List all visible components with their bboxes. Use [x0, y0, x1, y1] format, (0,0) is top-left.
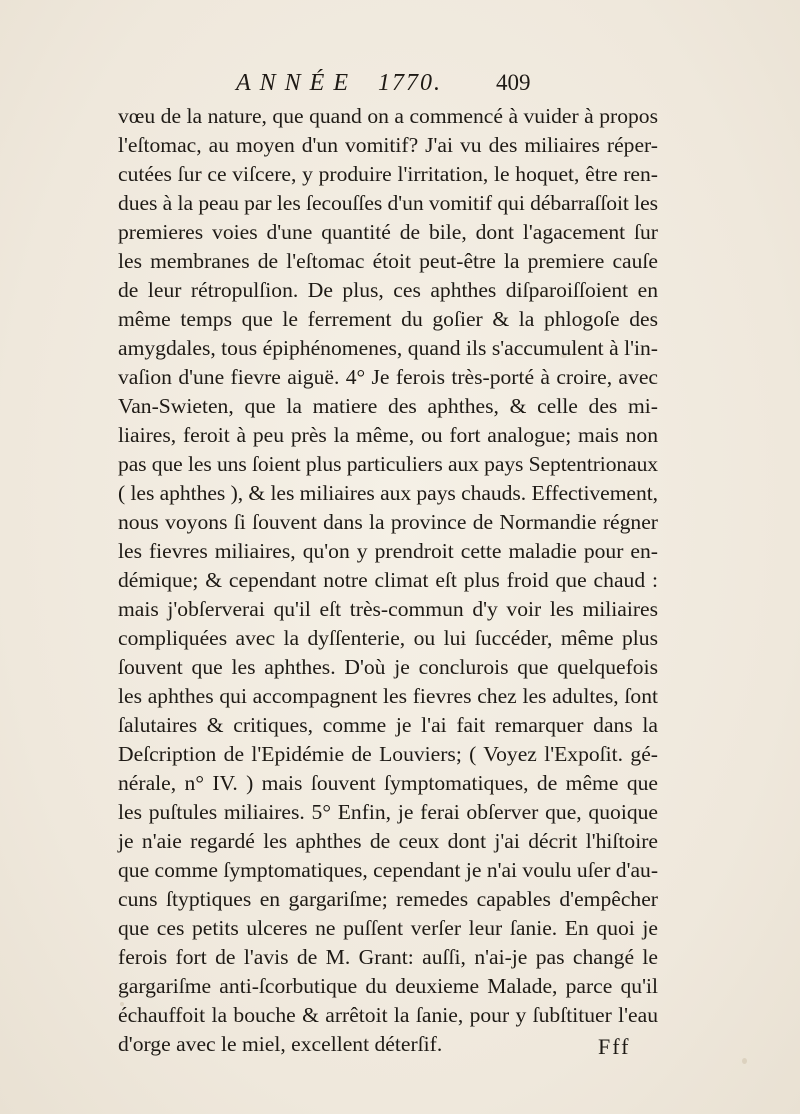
text-line: de leur rétropulſion. De plus, ces aphthes diſparoiſſoient en: [118, 278, 658, 302]
text-line: nous voyons ſi ſouvent dans la province de Normandie régner: [118, 510, 658, 534]
text-line: dues à la peau par les ſecouſſes d'un vomitif qui débarraſſoit les: [118, 191, 658, 215]
text-line: échauffoit la bouche & arrêtoit la ſanie, pour y ſubſtituer l'eau: [118, 1003, 658, 1027]
text-line: gargariſme anti-ſcorbutique du deuxieme Malade, parce qu'il: [118, 974, 658, 998]
text-line: les fievres miliaires, qu'on y prendroit cette maladie pour en-: [118, 539, 658, 563]
text-line: vœu de la nature, que quand on a commencé à vuider à propos: [118, 104, 658, 128]
text-line: compliquées avec la dyſſenterie, ou lui ſuccéder, même plus: [118, 626, 658, 650]
text-line: ferois fort de l'avis de M. Grant: auſſi, n'ai-je pas changé le: [118, 945, 658, 969]
running-head: [0, 70, 800, 104]
text-line: que ces petits ulceres ne puſſent verſer leur ſanie. En quoi je: [118, 916, 658, 940]
text-line: même temps que le ferrement du goſier & la phlogoſe des: [118, 307, 658, 331]
text-line: l'eſtomac, au moyen d'un vomitif? J'ai vu des miliaires réper-: [118, 133, 658, 157]
text-line: ſalutaires & critiques, comme je l'ai fait remarquer dans la: [118, 713, 658, 737]
text-line: pas que les uns ſoient plus particuliers aux pays Septentrionaux: [118, 452, 658, 476]
running-title: ANNÉE: [236, 70, 357, 96]
text-line: nérale, n° IV. ) mais ſouvent ſymptomatiques, de même que: [118, 771, 658, 795]
text-line: ſouvent que les aphthes. D'où je conclurois que quelquefois: [118, 655, 658, 679]
running-year: 1770.: [378, 70, 442, 96]
signature-mark: Fff: [598, 1034, 631, 1059]
text-line: cutées ſur ce viſcere, y produire l'irritation, le hoquet, être ren-: [118, 162, 658, 186]
text-line: démique; & cependant notre climat eſt plus froid que chaud :: [118, 568, 658, 592]
text-line: je n'aie regardé les aphthes de ceux dont j'ai décrit l'hiſtoire: [118, 829, 658, 853]
text-line: ( les aphthes ), & les miliaires aux pays chauds. Effectivement,: [118, 481, 658, 505]
text-line: les membranes de l'eſtomac étoit peut-être la premiere cauſe: [118, 249, 658, 273]
text-line: liaires, feroit à peu près la même, ou fort analogue; mais non: [118, 423, 658, 447]
text-line: premieres voies d'une quantité de bile, dont l'agacement ſur: [118, 220, 658, 244]
text-line: cuns ſtyptiques en gargariſme; remedes capables d'empêcher: [118, 887, 658, 911]
text-line: amygdales, tous épiphénomenes, quand ils s'accumulent à l'in-: [118, 336, 658, 360]
text-line: Van-Swieten, que la matiere des aphthes, & celle des mi-: [118, 394, 658, 418]
text-line: Deſcription de l'Epidémie de Louviers; ( Voyez l'Expoſit. gé-: [118, 742, 658, 766]
text-line: les puſtules miliaires. 5° Enfin, je ferai obſerver que, quoique: [118, 800, 658, 824]
paper-stain: [742, 1058, 747, 1064]
text-line: que comme ſymptomatiques, cependant je n'ai voulu uſer d'au-: [118, 858, 658, 882]
text-line: mais j'obſerverai qu'il eſt très-commun d'y voir les miliaires: [118, 597, 658, 621]
text-line: les aphthes qui accompagnent les fievres chez les adultes, ſont: [118, 684, 658, 708]
text-line: d'orge avec le miel, excellent déterſif.: [118, 1032, 443, 1056]
page-number: 409: [496, 70, 531, 95]
text-line: vaſion d'une fievre aiguë. 4° Je ferois très-porté à croire, avec: [118, 365, 658, 389]
